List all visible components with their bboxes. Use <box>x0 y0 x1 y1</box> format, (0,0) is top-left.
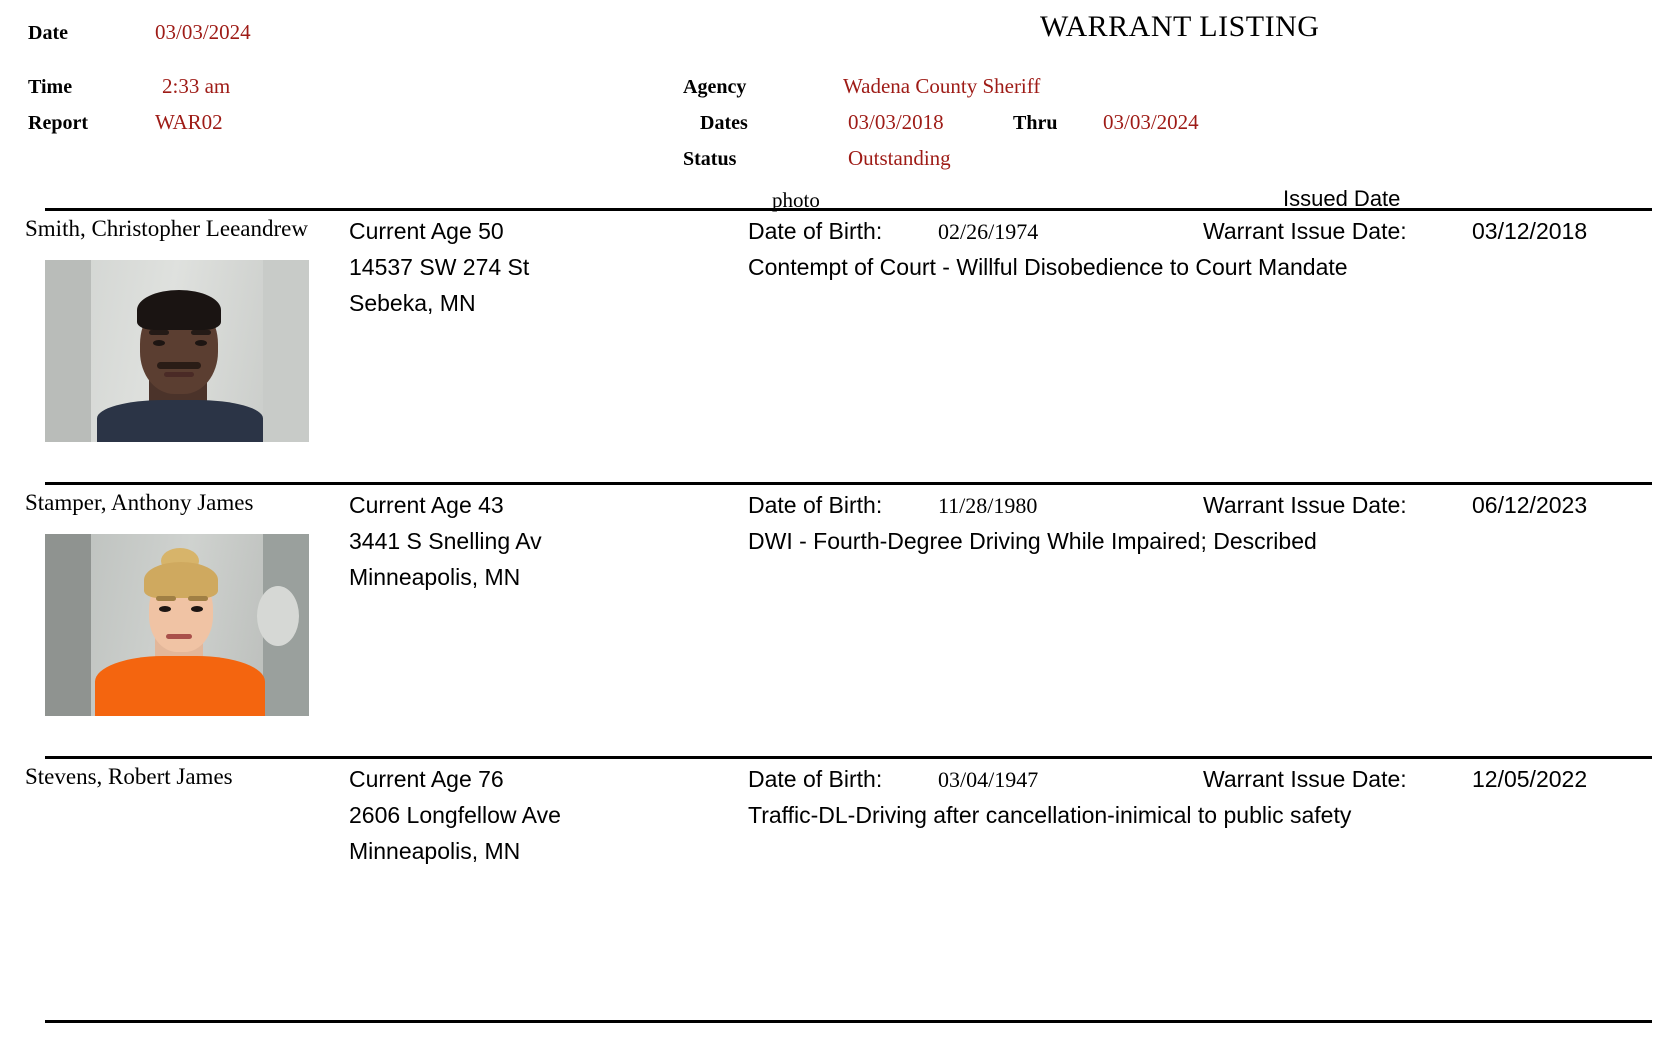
record-warrant-label: Warrant Issue Date: <box>1203 492 1407 518</box>
record-warrant-date: 03/12/2018 <box>1472 218 1588 244</box>
record-warrant-label: Warrant Issue Date: <box>1203 218 1407 244</box>
column-header-photo: photo <box>772 188 820 212</box>
record-dob-value: 11/28/1980 <box>938 493 1038 518</box>
date-range-from: 03/03/2018 <box>848 110 944 134</box>
date-label: Date <box>28 22 68 44</box>
record-address-line2: Sebeka, MN <box>349 290 476 316</box>
divider-row-1 <box>45 482 1652 485</box>
divider-row-2 <box>45 756 1652 759</box>
status-label: Status <box>683 148 737 170</box>
record-dob-label: Date of Birth: <box>748 492 883 518</box>
record-address-line2: Minneapolis, MN <box>349 564 521 590</box>
record-charge: DWI - Fourth-Degree Driving While Impaired; Described <box>748 528 1317 554</box>
divider-bottom <box>45 1020 1652 1023</box>
record-charge: Traffic-DL-Driving after cancellation-inimical to public safety <box>748 802 1352 828</box>
record-name: Stamper, Anthony James <box>25 490 254 515</box>
mugshot-smith-christopher <box>45 260 309 442</box>
record-address-line1: 14537 SW 274 St <box>349 254 530 280</box>
record-age: Current Age 43 <box>349 492 504 518</box>
date-value: 03/03/2024 <box>155 20 251 44</box>
report-value: WAR02 <box>155 110 223 134</box>
divider-top <box>45 208 1652 211</box>
agency-label: Agency <box>683 76 747 98</box>
record-warrant-date: 12/05/2022 <box>1472 766 1588 792</box>
agency-value: Wadena County Sheriff <box>843 74 1041 98</box>
record-age: Current Age 50 <box>349 218 504 244</box>
record-address-line1: 2606 Longfellow Ave <box>349 802 561 828</box>
status-value: Outstanding <box>848 146 951 170</box>
report-label: Report <box>28 112 88 134</box>
column-header-issued-date: Issued Date <box>1283 186 1401 211</box>
record-address-line2: Minneapolis, MN <box>349 838 521 864</box>
page-title: WARRANT LISTING <box>1040 10 1320 43</box>
record-dob-value: 02/26/1974 <box>938 219 1039 244</box>
time-label: Time <box>28 76 73 98</box>
date-range-to: 03/03/2024 <box>1103 110 1199 134</box>
record-age: Current Age 76 <box>349 766 504 792</box>
thru-label: Thru <box>1013 112 1058 134</box>
mugshot-stamper-anthony <box>45 534 309 716</box>
time-value: 2:33 am <box>162 74 231 98</box>
record-dob-label: Date of Birth: <box>748 766 883 792</box>
record-charge: Contempt of Court - Willful Disobedience to Court Mandate <box>748 254 1348 280</box>
dates-label: Dates <box>700 112 748 134</box>
record-dob-value: 03/04/1947 <box>938 767 1039 792</box>
record-address-line1: 3441 S Snelling Av <box>349 528 542 554</box>
record-dob-label: Date of Birth: <box>748 218 883 244</box>
record-warrant-label: Warrant Issue Date: <box>1203 766 1407 792</box>
record-warrant-date: 06/12/2023 <box>1472 492 1588 518</box>
record-name: Stevens, Robert James <box>25 764 233 789</box>
record-name: Smith, Christopher Leeandrew <box>25 216 308 241</box>
